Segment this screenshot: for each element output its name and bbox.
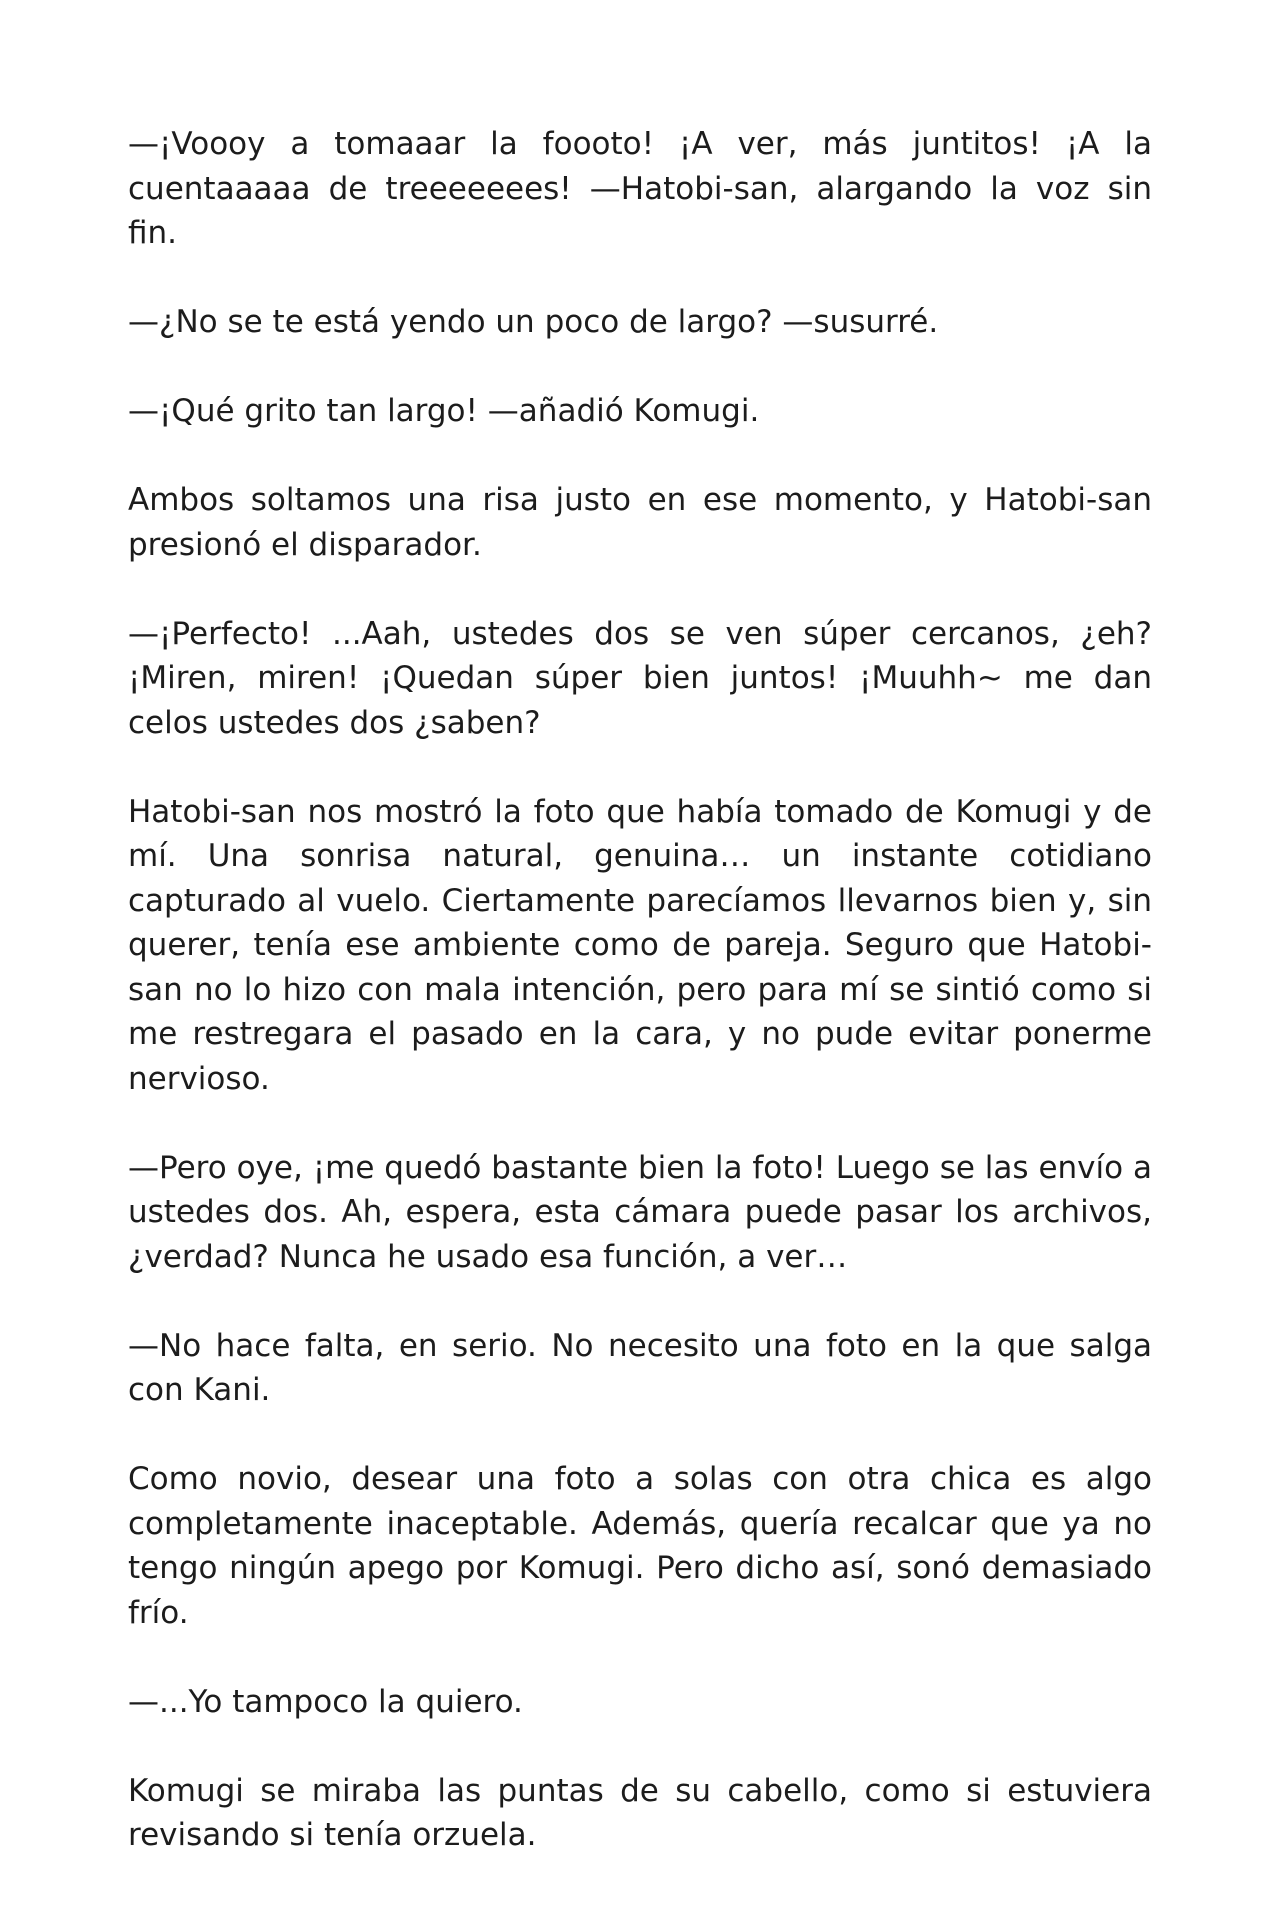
paragraph: Hatobi-san nos mostró la foto que había tomado de Komugi y de mí. Una sonrisa natural, genuina… un instante cotidiano capturado al vuelo. Ciertamente parecíamos llevarnos bien y, sin querer, tenía ese ambiente como de pareja. Seguro que Hatobi-san no lo hizo con mala intención, pero para mí se sintió como si me restregara el pasado en la cara, y no pude evitar ponerme nervioso. xyxy=(128,793,1152,1097)
document-page xyxy=(128,122,1152,1858)
paragraph: —¡Perfecto! ...Aah, ustedes dos se ven súper cercanos, ¿eh? ¡Miren, miren! ¡Quedan súper bien juntos! ¡Muuhh~ me dan celos ustedes dos ¿saben? xyxy=(128,615,1152,741)
paragraph: Como novio, desear una foto a solas con otra chica es algo completamente inaceptable. Además, quería recalcar que ya no tengo ningún apego por Komugi. Pero dicho así, sonó demasiado frío. xyxy=(128,1461,1152,1631)
paragraph: —Pero oye, ¡me quedó bastante bien la foto! Luego se las envío a ustedes dos. Ah, espera, esta cámara puede pasar los archivos, ¿verdad? Nunca he usado esa función, a ver… xyxy=(128,1149,1152,1275)
paragraph: —¿No se te está yendo un poco de largo? —susurré. xyxy=(128,304,939,340)
paragraph: —No hace falta, en serio. No necesito una foto en la que salga con Kani. xyxy=(128,1327,1152,1408)
paragraph: —¡Voooy a tomaaar la foooto! ¡A ver, más juntitos! ¡A la cuentaaaaa de treeeeeees! —Hatobi-san, alargando la voz sin fin. xyxy=(128,126,1152,251)
paragraph: Komugi se miraba las puntas de su cabello, como si estuviera revisando si tenía orzuela. xyxy=(128,1772,1152,1853)
paragraph: —¡Qué grito tan largo! —añadió Komugi. xyxy=(128,393,760,429)
paragraph: Ambos soltamos una risa justo en ese momento, y Hatobi-san presionó el disparador. xyxy=(128,482,1152,563)
paragraph: —...Yo tampoco la quiero. xyxy=(128,1683,523,1720)
